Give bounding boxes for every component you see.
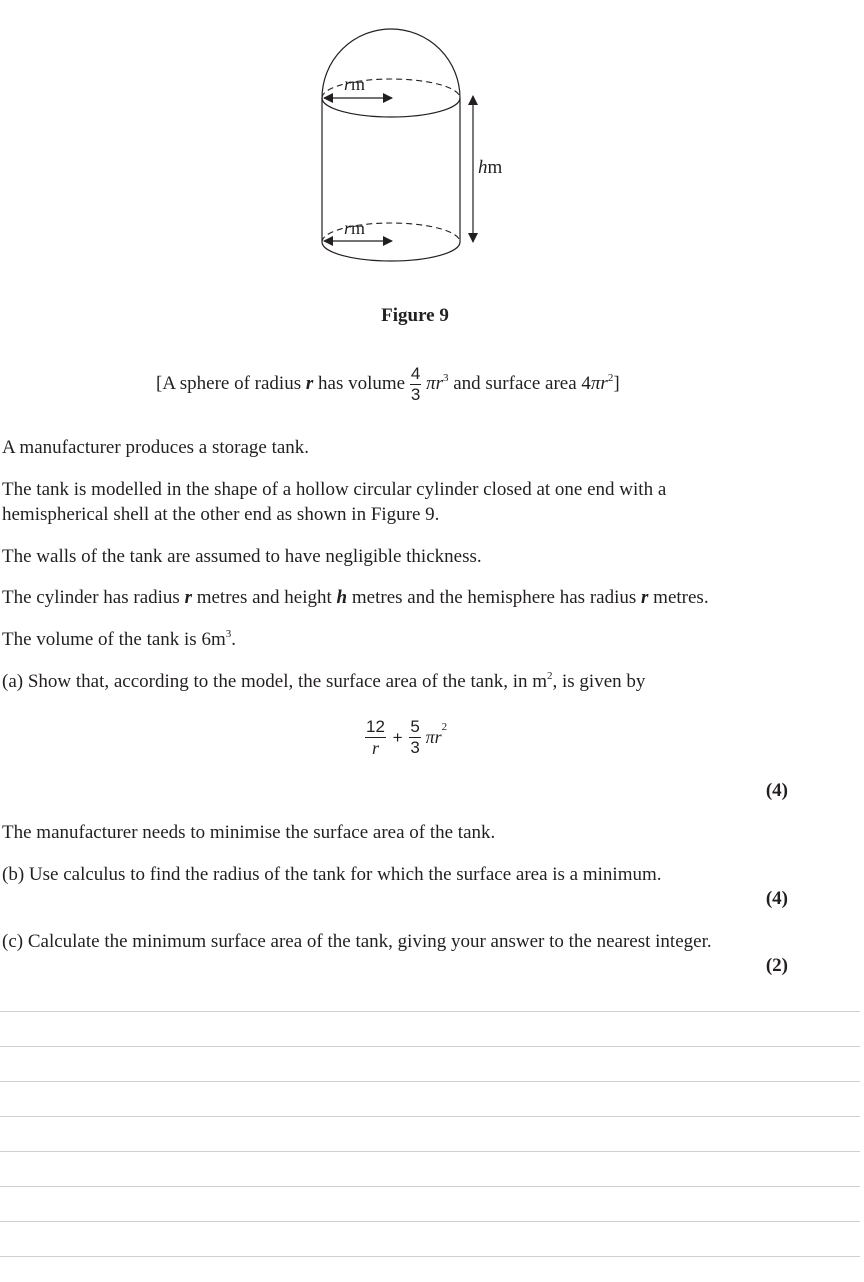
hemisphere-outline <box>322 29 460 98</box>
fraction-12-over-r: $\frac{12}{r}$ <box>366 717 385 758</box>
answer-line[interactable] <box>0 1256 860 1257</box>
part-a-marks: (4) <box>765 780 788 801</box>
sphere-formula-note: [A sphere of radius r has volume $\frac{4}{3}$ $\pi r^3$ and surface area $4\pi r^2$] <box>156 364 620 405</box>
figure-caption: Figure 9 <box>381 305 449 326</box>
top-ellipse-back <box>322 79 460 98</box>
paragraph-dimensions: The cylinder has radius r metres and height h metres and the hemisphere has radius r metres. <box>2 587 709 608</box>
answer-line[interactable] <box>0 1011 860 1012</box>
top-radius-label: rm <box>344 74 366 94</box>
paragraph-walls: The walls of the tank are assumed to have negligible thickness. <box>2 546 482 567</box>
answer-line[interactable] <box>0 1221 860 1222</box>
answer-line[interactable] <box>0 1151 860 1152</box>
surface-area-expression: $\frac{12}{r}$ + $\frac{5}{3}$ $\pi r^2$ <box>366 717 448 758</box>
part-b-question: (b) Use calculus to find the radius of the tank for which the surface area is a minimum. <box>2 864 662 885</box>
tank-figure <box>300 20 540 290</box>
answer-line[interactable] <box>0 1186 860 1187</box>
answer-line[interactable] <box>0 1081 860 1082</box>
tank-diagram <box>300 20 540 290</box>
volume-fraction: $\frac{4}{3}$ <box>410 364 421 405</box>
bottom-ellipse-front <box>322 242 460 261</box>
paragraph-volume: The volume of the tank is $6m^3$. <box>2 628 236 650</box>
paragraph-minimise: The manufacturer needs to minimise the surface area of the tank. <box>2 822 496 843</box>
part-c-question: (c) Calculate the minimum surface area of the tank, giving your answer to the nearest integer. <box>2 931 712 952</box>
paragraph-model-line2: hemispherical shell at the other end as shown in Figure 9. <box>2 504 440 525</box>
height-label: hm <box>478 157 503 178</box>
answer-line[interactable] <box>0 1116 860 1117</box>
part-a-question: (a) Show that, according to the model, the surface area of the tank, in $m^2$, is given by <box>2 670 646 692</box>
bottom-ellipse-back <box>322 223 460 242</box>
top-ellipse-front <box>322 98 460 117</box>
bottom-radius-label: rm <box>344 218 366 238</box>
fraction-5-over-3: $\frac{5}{3}$ <box>410 717 420 757</box>
part-b-marks: (4) <box>765 888 788 909</box>
answer-line[interactable] <box>0 1046 860 1047</box>
paragraph-model-line1: The tank is modelled in the shape of a hollow circular cylinder closed at one end with a <box>2 479 667 500</box>
paragraph-intro: A manufacturer produces a storage tank. <box>2 437 310 458</box>
part-c-marks: (2) <box>765 955 788 976</box>
